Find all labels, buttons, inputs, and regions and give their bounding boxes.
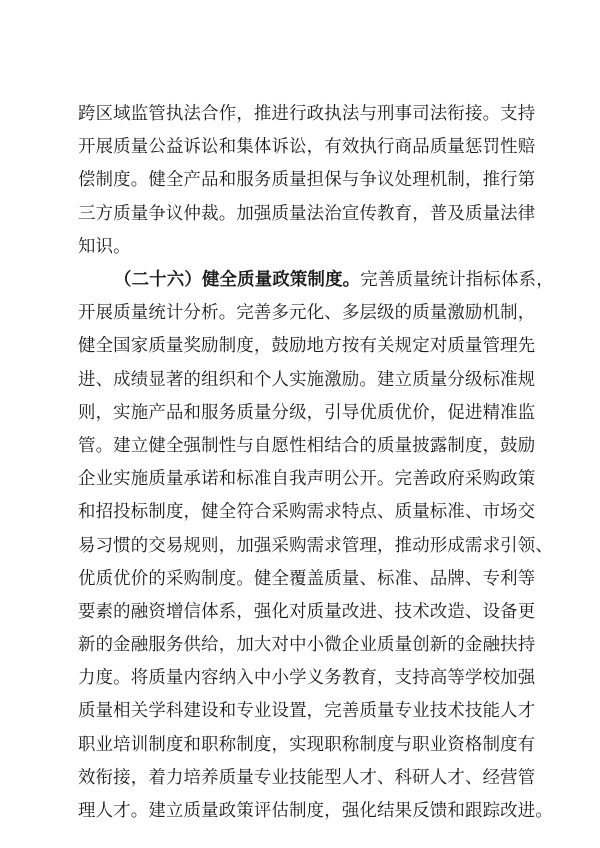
text-line: 要素的融资增信体系，强化对质量改进、技术改造、设备更: [78, 601, 536, 622]
text-line: 理人才。建立质量政策评估制度，强化结果反馈和跟踪改进。: [78, 801, 553, 821]
paragraph-legal-enforcement: [78, 98, 536, 264]
text-line: 职业培训制度和职称制度，实现职称制度与职业资格制度有: [78, 734, 536, 755]
text-line: 效衔接，着力培养质量专业技能型人才、科研人才、经营管: [78, 767, 536, 788]
text-line: 偿制度。健全产品和服务质量担保与争议处理机制，推行第: [78, 170, 536, 191]
text-line: 管。建立健全强制性与自愿性相结合的质量披露制度，鼓励: [78, 435, 536, 456]
text-line: 易习惯的交易规则，加强采购需求管理，推动形成需求引领、: [78, 535, 553, 556]
text-fragment: 完善质量统计指标体系，: [360, 270, 554, 290]
text-line: 进、成绩显著的组织和个人实施激励。建立质量分级标准规: [78, 369, 536, 390]
text-line: 和招投标制度，健全符合采购需求特点、质量标准、市场交: [78, 502, 536, 523]
paragraph-first-line: [78, 264, 554, 297]
paragraph-quality-policy: [78, 264, 554, 828]
text-line: 知识。: [78, 236, 131, 257]
text-line: 优质优价的采购制度。健全覆盖质量、标准、品牌、专利等: [78, 568, 536, 589]
section-heading: （二十六）健全质量政策制度。: [114, 270, 361, 290]
text-line: 力度。将质量内容纳入中小学义务教育，支持高等学校加强: [78, 668, 536, 689]
text-line: 开展质量统计分析。完善多元化、多层级的质量激励机制，: [78, 303, 536, 324]
text-line: 三方质量争议仲裁。加强质量法治宣传教育，普及质量法律: [78, 203, 536, 224]
text-line: 跨区域监管执法合作，推进行政执法与刑事司法衔接。支持: [78, 104, 536, 124]
text-line: 开展质量公益诉讼和集体诉讼，有效执行商品质量惩罚性赔: [78, 137, 536, 158]
text-line: 则，实施产品和服务质量分级，引导优质优价，促进精准监: [78, 402, 536, 423]
text-line: 新的金融服务供给，加大对中小微企业质量创新的金融扶持: [78, 635, 536, 656]
text-line: 健全国家质量奖励制度，鼓励地方按有关规定对质量管理先: [78, 336, 536, 357]
text-line: 质量相关学科建设和专业设置，完善质量专业技术技能人才: [78, 701, 536, 722]
text-line: 企业实施质量承诺和标准自我声明公开。完善政府采购政策: [78, 469, 536, 490]
